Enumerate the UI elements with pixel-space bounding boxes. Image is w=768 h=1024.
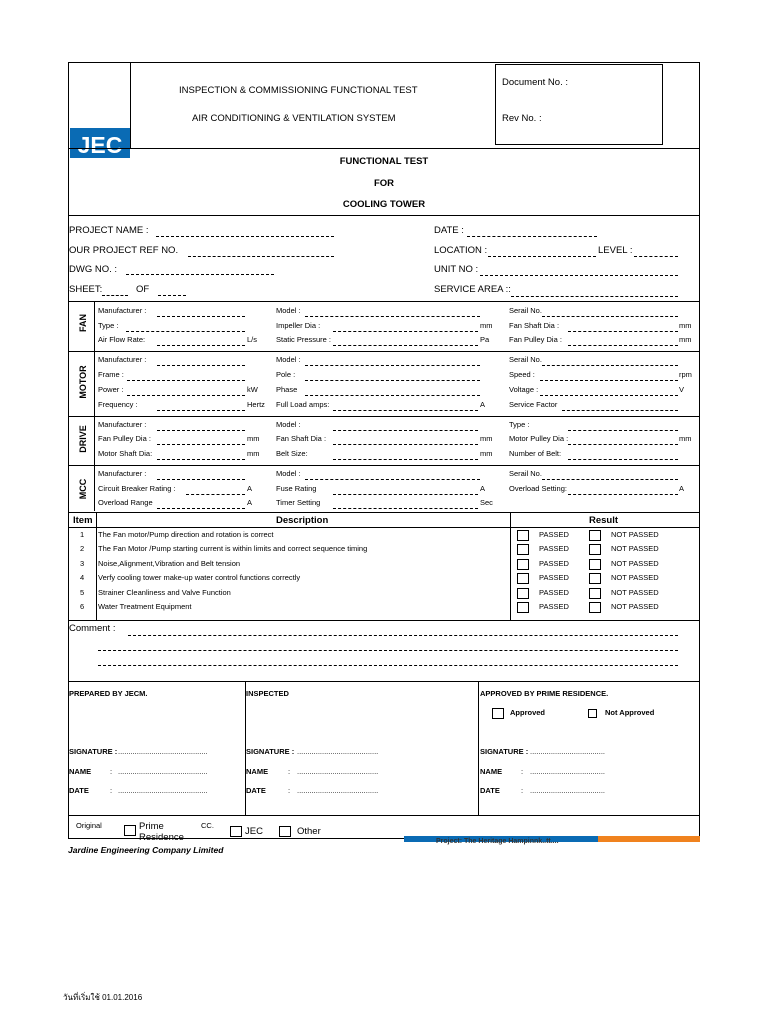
fan-static-label: Static Pressure : [276, 335, 332, 344]
divider [68, 620, 700, 621]
residence-label: Residence [139, 832, 184, 843]
mcc-model-field[interactable] [305, 479, 480, 480]
location-field[interactable] [488, 256, 596, 257]
motor-power-field[interactable] [127, 395, 245, 396]
drive-fan-pulley-label: Fan Pulley Dia : [98, 434, 151, 443]
mcc-timer-unit: Sec [480, 498, 493, 507]
fan-shaft-label: Fan Shaft Dia : [509, 321, 560, 330]
item-description: Verfy cooling tower make-up water control functions correctly [98, 573, 301, 583]
header-title-2: AIR CONDITIONING & VENTILATION SYSTEM [192, 113, 396, 124]
mcc-timer-field[interactable] [333, 508, 478, 509]
date-field[interactable] [467, 236, 597, 237]
unit-no-label: UNIT NO : [434, 264, 479, 275]
inspected-date-label: DATE [246, 786, 266, 795]
mcc-timer-label: Timer Setting [276, 498, 321, 507]
fan-static-unit: Pa [480, 335, 490, 344]
divider [68, 215, 700, 216]
signoff-divider [478, 681, 479, 815]
doc-no-label: Document No. : [502, 77, 568, 88]
mcc-fuse-field[interactable] [333, 494, 478, 495]
logo-divider [130, 62, 131, 148]
prepared-signature-field[interactable]: ........................................... [118, 747, 208, 756]
approved-signature-label: SIGNATURE : [480, 747, 529, 756]
not-passed-checkbox[interactable] [589, 544, 601, 555]
other-checkbox[interactable] [279, 826, 291, 837]
mcc-serial-field[interactable] [542, 479, 678, 480]
divider [68, 681, 700, 682]
passed-label: PASSED [539, 558, 569, 568]
dwg-no-field[interactable] [126, 274, 274, 275]
not-passed-checkbox[interactable] [589, 588, 601, 599]
prepared-label: PREPARED BY JECM. [69, 689, 148, 698]
mcc-overload-range-label: Overload Range [98, 498, 153, 507]
drive-section-label: DRIVE [78, 425, 88, 453]
motor-speed-field[interactable] [540, 380, 678, 381]
drive-motor-shaft-field[interactable] [157, 459, 245, 460]
fan-model-field[interactable] [305, 316, 480, 317]
motor-frame-label: Frame : [98, 370, 124, 379]
not-passed-label: NOT PASSED [611, 558, 659, 568]
motor-fla-unit: A [480, 400, 486, 409]
passed-label: PASSED [539, 544, 569, 554]
header-title-1: INSPECTION & COMMISSIONING FUNCTIONAL TEST [179, 85, 418, 96]
inspected-name-colon: : [288, 767, 291, 776]
approved-date-field[interactable]: .................................... [530, 786, 606, 795]
approved-signature-field[interactable]: .................................... [530, 747, 606, 756]
drive-fan-shaft-unit: mm [480, 434, 493, 443]
drive-num-belt-label: Number of Belt: [509, 449, 562, 458]
fan-pulley-label: Fan Pulley Dia : [509, 335, 562, 344]
divider [68, 512, 700, 513]
inspected-signature-label: SIGNATURE : [246, 747, 295, 756]
not-passed-label: NOT PASSED [611, 530, 659, 539]
item-number: 6 [80, 602, 85, 611]
motor-phase-label: Phase [276, 385, 298, 394]
sheet-label: SHEET: [69, 284, 103, 295]
svg-text:JEC: JEC [77, 132, 123, 158]
motor-frame-field[interactable] [127, 380, 245, 381]
motor-manufacturer-label: Manufacturer : [98, 355, 147, 364]
fan-impeller-label: Impeller Dia : [276, 321, 321, 330]
divider [68, 815, 700, 816]
mcc-manufacturer-label: Manufacturer : [98, 469, 147, 478]
mcc-overload-setting-unit: A [679, 484, 685, 493]
prime-label: Prime [139, 821, 164, 832]
approved-date-colon: : [521, 786, 524, 795]
rev-no-label: Rev No. : [502, 113, 542, 124]
motor-speed-unit: rpm [679, 370, 692, 379]
not-passed-checkbox[interactable] [589, 602, 601, 613]
approved-name-field[interactable]: .................................... [530, 767, 606, 776]
passed-checkbox[interactable] [517, 588, 529, 599]
comment-line-2[interactable] [98, 650, 678, 651]
motor-voltage-unit: V [679, 385, 685, 394]
motor-frequency-label: Frequency : [98, 400, 138, 409]
motor-fla-field[interactable] [333, 410, 478, 411]
col-result-header: Result [589, 515, 619, 526]
not-passed-checkbox[interactable] [589, 559, 601, 570]
fan-airflow-unit: L/s [247, 335, 258, 344]
motor-voltage-field[interactable] [540, 395, 678, 396]
item-number: 4 [80, 573, 85, 583]
motor-fla-label: Full Load amps: [276, 400, 330, 409]
passed-label: PASSED [539, 530, 569, 539]
fan-pulley-field[interactable] [568, 345, 678, 346]
item-description: The Fan Motor /Pump starting current is within limits and correct sequence timing [98, 544, 368, 554]
drive-fan-shaft-label: Fan Shaft Dia : [276, 434, 327, 443]
of-label: OF [136, 284, 150, 295]
mcc-fuse-unit: A [480, 484, 486, 493]
mcc-manufacturer-field[interactable] [157, 479, 245, 480]
item-description: Strainer Cleanliness and Valve Function [98, 587, 231, 597]
sheet-field[interactable] [102, 295, 128, 296]
drive-motor-pulley-label: Motor Pulley Dia : [509, 434, 569, 443]
passed-label: PASSED [539, 602, 569, 611]
divider [68, 527, 700, 528]
col-desc-header: Description [276, 515, 329, 526]
passed-checkbox[interactable] [517, 530, 529, 541]
mcc-cb-rating-label: Circuit Breaker Rating : [98, 484, 176, 493]
approved-date-label: DATE [480, 786, 500, 795]
drive-motor-pulley-unit: mm [679, 434, 692, 443]
motor-frequency-unit: Hertz [247, 400, 265, 409]
footer-bar-orange [598, 836, 700, 842]
drive-model-field[interactable] [333, 430, 478, 431]
drive-belt-size-unit: mm [480, 449, 493, 458]
drive-num-belt-field[interactable] [568, 459, 678, 460]
not-approved-checkbox[interactable] [588, 709, 597, 718]
passed-label: PASSED [539, 587, 569, 597]
approved-name-colon: : [521, 767, 524, 776]
mcc-fuse-label: Fuse Rating [276, 484, 317, 493]
motor-sf-label: Service Factor [509, 400, 558, 409]
not-passed-checkbox[interactable] [589, 573, 601, 584]
prepared-date-colon: : [110, 786, 113, 795]
drive-fan-shaft-field[interactable] [333, 444, 478, 445]
item-description: Noise,Alignment,Vibration and Belt tension [98, 558, 241, 568]
level-field[interactable] [634, 256, 678, 257]
divider [68, 351, 700, 352]
drive-model-label: Model : [276, 420, 301, 429]
comment-line-3[interactable] [98, 665, 678, 666]
fan-model-label: Model : [276, 306, 301, 315]
not-passed-label: NOT PASSED [611, 544, 659, 554]
fan-type-field[interactable] [126, 331, 245, 332]
motor-voltage-label: Voltage : [509, 385, 539, 394]
fan-airflow-label: Air Flow Rate: [98, 335, 146, 344]
mcc-section-label: MCC [78, 478, 88, 500]
project-name-field[interactable] [156, 236, 334, 237]
item-number: 3 [80, 558, 85, 568]
mcc-overload-range-field[interactable] [157, 508, 245, 509]
section-col-divider [94, 301, 95, 511]
prime-residence-checkbox[interactable] [124, 825, 136, 836]
fan-airflow-field[interactable] [157, 345, 245, 346]
fan-shaft-field[interactable] [568, 331, 678, 332]
comment-label: Comment : [69, 623, 116, 634]
jec-logo [70, 64, 130, 158]
project-footer-text: Project: The Heritage Hampinnk..tt.... [436, 838, 559, 845]
cc-label: CC. [201, 821, 214, 830]
fan-type-label: Type : [98, 321, 119, 330]
form-title-3: COOLING TOWER [342, 199, 426, 210]
comment-line-1[interactable] [128, 635, 678, 636]
prepared-name-field[interactable]: ........................................... [118, 767, 208, 776]
motor-sf-field[interactable] [562, 410, 678, 411]
approved-label: APPROVED BY PRIME RESIDENCE. [480, 689, 609, 698]
motor-power-label: Power : [98, 385, 124, 394]
motor-section-label: MOTOR [78, 365, 88, 399]
drive-fan-pulley-field[interactable] [157, 444, 245, 445]
not-approved-option-label: Not Approved [605, 708, 655, 717]
passed-label: PASSED [539, 573, 569, 583]
mcc-serial-label: Serail No. [509, 469, 542, 478]
location-label: LOCATION : [434, 245, 488, 256]
fan-impeller-unit: mm [480, 321, 493, 330]
prepared-signature-label: SIGNATURE : [69, 747, 118, 756]
motor-power-unit: kW [247, 385, 258, 394]
fan-static-field[interactable] [333, 345, 478, 346]
approved-checkbox[interactable] [492, 708, 504, 719]
divider [68, 465, 700, 466]
col-item-header: Item [73, 515, 93, 526]
of-field[interactable] [158, 295, 186, 296]
unit-no-field[interactable] [480, 275, 678, 276]
inspected-date-field[interactable]: ....................................... [297, 786, 379, 795]
passed-checkbox[interactable] [517, 559, 529, 570]
not-passed-label: NOT PASSED [611, 573, 659, 583]
fan-section-label: FAN [78, 314, 88, 332]
motor-model-label: Model : [276, 355, 301, 364]
approved-option-label: Approved [510, 708, 546, 717]
approved-name-label: NAME [480, 767, 503, 776]
motor-pole-label: Pole : [276, 370, 296, 379]
fan-manufacturer-field[interactable] [157, 316, 245, 317]
jec-checkbox[interactable] [230, 826, 242, 837]
inspected-name-field[interactable]: ....................................... [297, 767, 379, 776]
form-title-2: FOR [373, 178, 395, 189]
drive-motor-shaft-label: Motor Shaft Dia: [98, 449, 153, 458]
service-area-field[interactable] [511, 296, 678, 297]
mcc-model-label: Model : [276, 469, 301, 478]
mcc-overload-setting-label: Overload Setting: [509, 484, 567, 493]
prepared-name-colon: : [110, 767, 113, 776]
level-label: LEVEL : [598, 245, 633, 256]
prepared-date-field[interactable]: ........................................... [118, 786, 208, 795]
inspected-signature-field[interactable]: ....................................... [297, 747, 379, 756]
item-number: 1 [80, 530, 85, 539]
fan-impeller-field[interactable] [333, 331, 478, 332]
mcc-cb-rating-field[interactable] [186, 494, 245, 495]
fan-serial-field[interactable] [542, 316, 678, 317]
service-area-label: SERVICE AREA :: [434, 284, 511, 295]
not-passed-label: NOT PASSED [611, 602, 659, 611]
passed-checkbox[interactable] [517, 602, 529, 613]
inspected-label: INSPECTED [246, 689, 289, 698]
project-name-label: PROJECT NAME : [69, 225, 149, 236]
our-ref-label: OUR PROJECT REF NO. [69, 245, 179, 256]
item-description: The Fan motor/Pump direction and rotation is correct [98, 530, 274, 539]
motor-manufacturer-field[interactable] [157, 365, 245, 366]
divider [68, 416, 700, 417]
our-ref-field[interactable] [188, 256, 334, 257]
motor-phase-field[interactable] [305, 395, 480, 396]
drive-motor-pulley-field[interactable] [568, 444, 678, 445]
inspected-name-label: NAME [246, 767, 269, 776]
drive-manufacturer-field[interactable] [157, 430, 245, 431]
mcc-overload-range-unit: A [247, 498, 253, 507]
fan-pulley-unit: mm [679, 335, 692, 344]
prepared-date-label: DATE [69, 786, 89, 795]
motor-serial-label: Serail No. [509, 355, 542, 364]
mcc-cb-unit: A [247, 484, 253, 493]
drive-type-field[interactable] [568, 430, 678, 431]
effective-date: วันที่เริ่มใช้ 01.01.2016 [63, 993, 143, 1002]
inspected-date-colon: : [288, 786, 291, 795]
drive-type-label: Type : [509, 420, 530, 429]
item-number: 2 [80, 544, 85, 554]
drive-manufacturer-label: Manufacturer : [98, 420, 147, 429]
item-number: 5 [80, 587, 85, 597]
divider [68, 301, 700, 302]
jec-label: JEC [245, 826, 263, 837]
drive-motor-shaft-unit: mm [247, 449, 260, 458]
not-passed-label: NOT PASSED [611, 587, 659, 597]
drive-fan-pulley-unit: mm [247, 434, 260, 443]
col-divider [510, 512, 511, 620]
dwg-no-label: DWG NO. : [69, 264, 118, 275]
item-description: Water Treatment Equipment [98, 602, 192, 611]
motor-frequency-field[interactable] [157, 410, 245, 411]
mcc-overload-setting-field[interactable] [568, 494, 678, 495]
motor-serial-field[interactable] [542, 365, 678, 366]
motor-model-field[interactable] [305, 365, 480, 366]
passed-checkbox[interactable] [517, 573, 529, 584]
other-label: Other [297, 826, 321, 837]
passed-checkbox[interactable] [517, 544, 529, 555]
motor-speed-label: Speed : [509, 370, 535, 379]
prepared-name-label: NAME [69, 767, 92, 776]
col-divider [96, 512, 97, 620]
fan-manufacturer-label: Manufacturer : [98, 306, 147, 315]
company-name: Jardine Engineering Company Limited [68, 845, 224, 855]
original-label: Original [76, 821, 102, 830]
fan-serial-label: Serail No. [509, 306, 542, 315]
drive-belt-size-field[interactable] [333, 459, 478, 460]
divider [68, 148, 700, 149]
date-label: DATE : [434, 225, 464, 236]
fan-shaft-unit: mm [679, 321, 692, 330]
drive-belt-size-label: Belt Size: [276, 449, 308, 458]
not-passed-checkbox[interactable] [589, 530, 601, 541]
motor-pole-field[interactable] [305, 380, 480, 381]
form-title-1: FUNCTIONAL TEST [339, 156, 429, 167]
